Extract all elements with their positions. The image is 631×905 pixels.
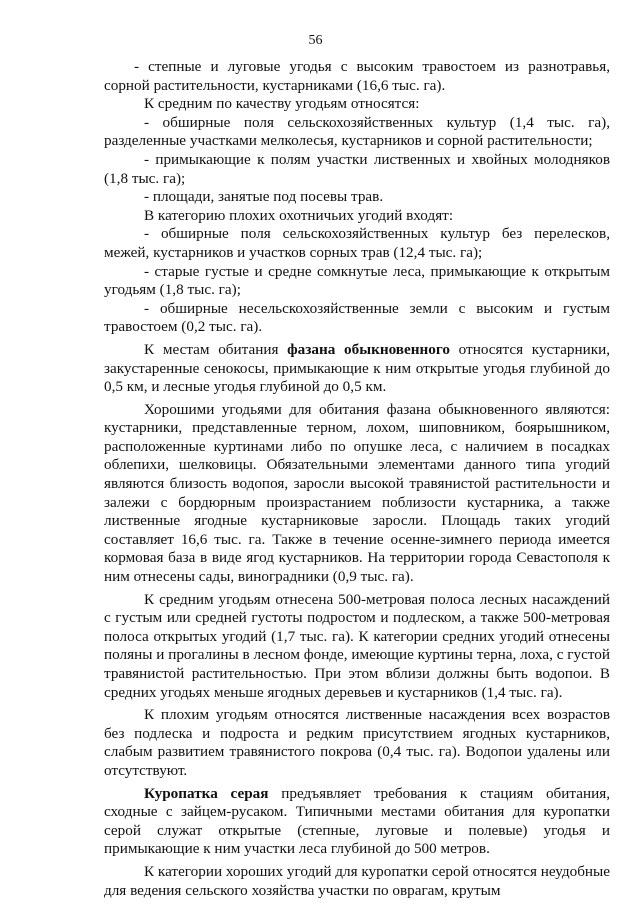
- paragraph: [104, 706, 610, 780]
- paragraph: [104, 341, 610, 397]
- paragraph-text: Хорошими угодьями для обитания фазана обыкновенного являются: кустарники, представленные терном, лохом, шиповником, боярышником, расположенные куртинами либо по опушке леса, с наличием в посадках облепихи, шелковицы. Обязательными элементами данного типа угодий являются близость водопоя, заросли высокой травянистой растительности и залежи с бордюрным произрастанием поблизости кустарника, а также лиственные ягодные кустарниковые заросли. Площадь таких угодий составляет 16,6 тыс. га. Также в течение осенне-зимнего периода имеется кормовая база в виде ягод кустарников. На территории города Севастополя к ним отнесены сады, виноградники (0,9 тыс. га).: [104, 400, 610, 586]
- paragraph: [104, 207, 610, 226]
- paragraph: [104, 591, 610, 703]
- paragraph-text: предъявляет требования к стациям обитания, сходные с зайцем-русаком. Типичными местами обитания для куропатки серой служат открытые (степные, луговые и полевые) угодья и примыкающие к ним участки леса глубиной до 500 метров.: [104, 784, 611, 858]
- paragraph-text: - обширные поля сельскохозяйственных культур без перелесков, межей, кустарников и участков сорных трав (12,4 тыс. га);: [104, 225, 610, 261]
- paragraph-text: - обширные поля сельскохозяйственных культур (1,4 тыс. га), разделенные участками мелколесья, кустарников и сорной растительности;: [104, 113, 610, 150]
- document-body: [104, 58, 610, 900]
- paragraph-text: - старые густые и средне сомкнутые леса, примыкающие к открытым угодьям (1,8 тыс. га);: [104, 262, 610, 299]
- paragraph-text: - обширные несельскохозяйственные земли с высоким и густым травостоем (0,2 тыс. га).: [104, 299, 610, 336]
- species-name: Куропатка серая: [144, 784, 269, 802]
- paragraph-text: относятся кустарники, закустаренные сенокосы, примыкающие к ним открытые угодья глубиной до 0,5 км, и лесные угодья глубиной до 0,5 км.: [104, 340, 611, 396]
- paragraph-text: - площади, занятые под посевы трав.: [144, 188, 384, 206]
- paragraph: [104, 114, 610, 151]
- paragraph: [104, 263, 610, 300]
- paragraph: [104, 58, 610, 95]
- paragraph-text: - примыкающие к полям участки лиственных и хвойных молодняков (1,8 тыс. га);: [104, 150, 610, 187]
- paragraph-text: В категорию плохих охотничьих угодий входят:: [144, 206, 454, 224]
- page-number: 56: [308, 33, 323, 48]
- paragraph: [104, 95, 610, 114]
- paragraph-text: К средним по качеству угодьям относятся:: [144, 95, 420, 113]
- paragraph: [104, 151, 610, 188]
- paragraph: [104, 785, 610, 859]
- paragraph: [104, 188, 610, 207]
- paragraph-text: - степные и луговые угодья с высоким травостоем из разнотравья, сорной растительности, кустарниками (16,6 тыс. га).: [104, 58, 610, 94]
- paragraph: [104, 225, 610, 262]
- paragraph-text: К плохим угодьям относятся лиственные насаждения всех возрастов без подлеска и подроста и редким присутствием ягодных кустарников, слабым развитием травянистого покрова (0,4 тыс. га). Водопои удалены или отсутствуют.: [104, 706, 610, 779]
- paragraph: [104, 300, 610, 337]
- paragraph: [104, 863, 610, 900]
- paragraph-text: К средним угодьям отнесена 500-метровая полоса лесных насаждений с густым или средней густоты подростом и подлеском, а также 500-метровая полоса открытых угодий (1,7 тыс. га). К категории средних угодий отнесены поляны и прогалины в лесном фонде, имеющие куртины терна, лоха, с густой травянистой растительностью. При этом вблизи должны быть водопои. В средних угодьях меньше ягодных деревьев и кустарников (1,4 тыс. га).: [104, 590, 610, 701]
- paragraph-text: К категории хороших угодий для куропатки серой относятся неудобные для ведения сельского хозяйства участки по оврагам, крутым: [104, 862, 610, 899]
- paragraph: [104, 401, 610, 587]
- paragraph-text: К местам обитания: [144, 340, 288, 358]
- species-name: фазана обыкновенного: [287, 340, 450, 358]
